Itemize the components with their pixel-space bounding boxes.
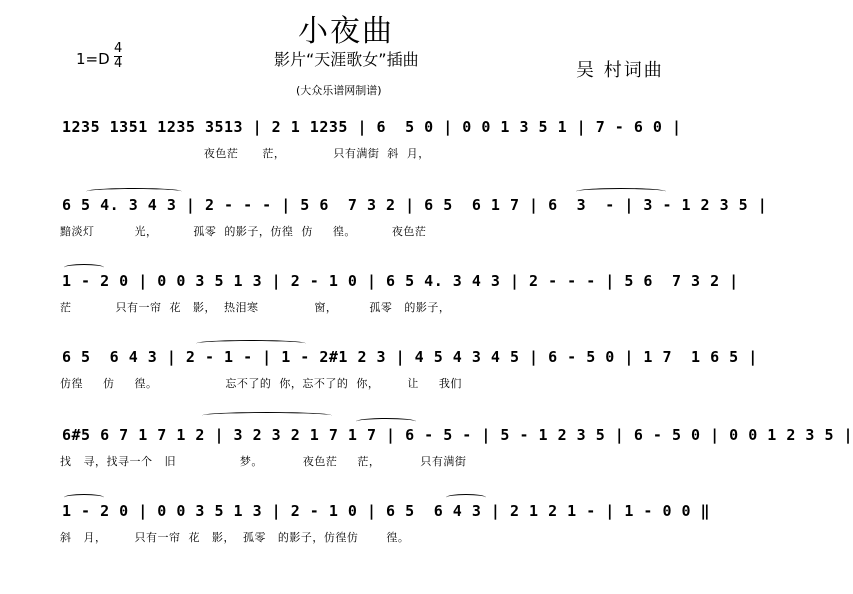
slur <box>576 188 666 195</box>
score-system-3 <box>56 272 739 332</box>
subtitle: 影片“天涯歌女”插曲 <box>274 50 419 69</box>
key-signature: 1=D <box>76 50 110 68</box>
slur <box>446 494 486 501</box>
slur <box>202 412 332 419</box>
score-system-2 <box>56 196 768 256</box>
notation-line: 6 5 4. 3 4 3 | 2 - - - | 5 6 7 3 2 | 6 5 6 1 7 | 6 3 - | 3 - 1 2 3 5 | <box>62 196 768 214</box>
slur <box>86 188 182 195</box>
credits: 吴 村词曲 <box>576 60 664 81</box>
score-system-6 <box>56 502 711 562</box>
lyrics-line: 仿徨 仿 徨。 忘不了的 你，忘不了的 你， 让 我们 <box>60 377 462 390</box>
notation-line: 6#5 6 7 1 7 1 2 | 3 2 3 2 1 7 1 7 | 6 - 5 - | 5 - 1 2 3 5 | 6 - 5 0 | 0 0 1 2 3 5 | <box>62 426 853 444</box>
time-signature-top: 4 <box>114 41 123 56</box>
song-title: 小夜曲 <box>298 14 394 49</box>
score-system-4 <box>56 348 758 408</box>
notation-line: 1 - 2 0 | 0 0 3 5 1 3 | 2 - 1 0 | 6 5 6 4 3 | 2 1 2 1 - | 1 - 0 0 ‖ <box>62 502 711 520</box>
score-system-5 <box>56 426 853 486</box>
slur <box>356 418 416 425</box>
slur <box>64 264 104 271</box>
lyrics-line: 斜 月， 只有一帘 花 影， 孤零 的影子，仿徨仿 徨。 <box>60 531 410 544</box>
slur <box>64 494 104 501</box>
notation-line: 1 - 2 0 | 0 0 3 5 1 3 | 2 - 1 0 | 6 5 4. 3 4 3 | 2 - - - | 5 6 7 3 2 | <box>62 272 739 290</box>
time-signature-bottom: 4 <box>114 56 123 71</box>
score-system-1 <box>56 118 706 178</box>
lyrics-line: 夜色茫 茫， 只有满街 斜 月， <box>60 147 430 160</box>
source-note: (大众乐谱网制谱) <box>296 84 382 97</box>
time-signature <box>114 42 122 71</box>
notation-line: 6 5 6 4 3 | 2 - 1 - | 1 - 2#1 2 3 | 4 5 4 3 4 5 | 6 - 5 0 | 1 7 1 6 5 | <box>62 348 758 366</box>
lyrics-line: 找 寻，找寻一个 旧 梦。 夜色茫 茫， 只有满街 <box>60 455 467 468</box>
notation-line: 1235 1351 1235 3513 | 2 1 1235 | 6 5 0 | 0 0 1 3 5 1 | 7 - 6 0 | <box>62 118 682 136</box>
slur <box>196 340 306 347</box>
lyrics-line: 茫 只有一帘 花 影， 热泪寒 窗， 孤零 的影子， <box>60 301 451 314</box>
lyrics-line: 黯淡灯 光， 孤零 的影子，仿徨 仿 徨。 夜色茫 <box>60 225 427 238</box>
